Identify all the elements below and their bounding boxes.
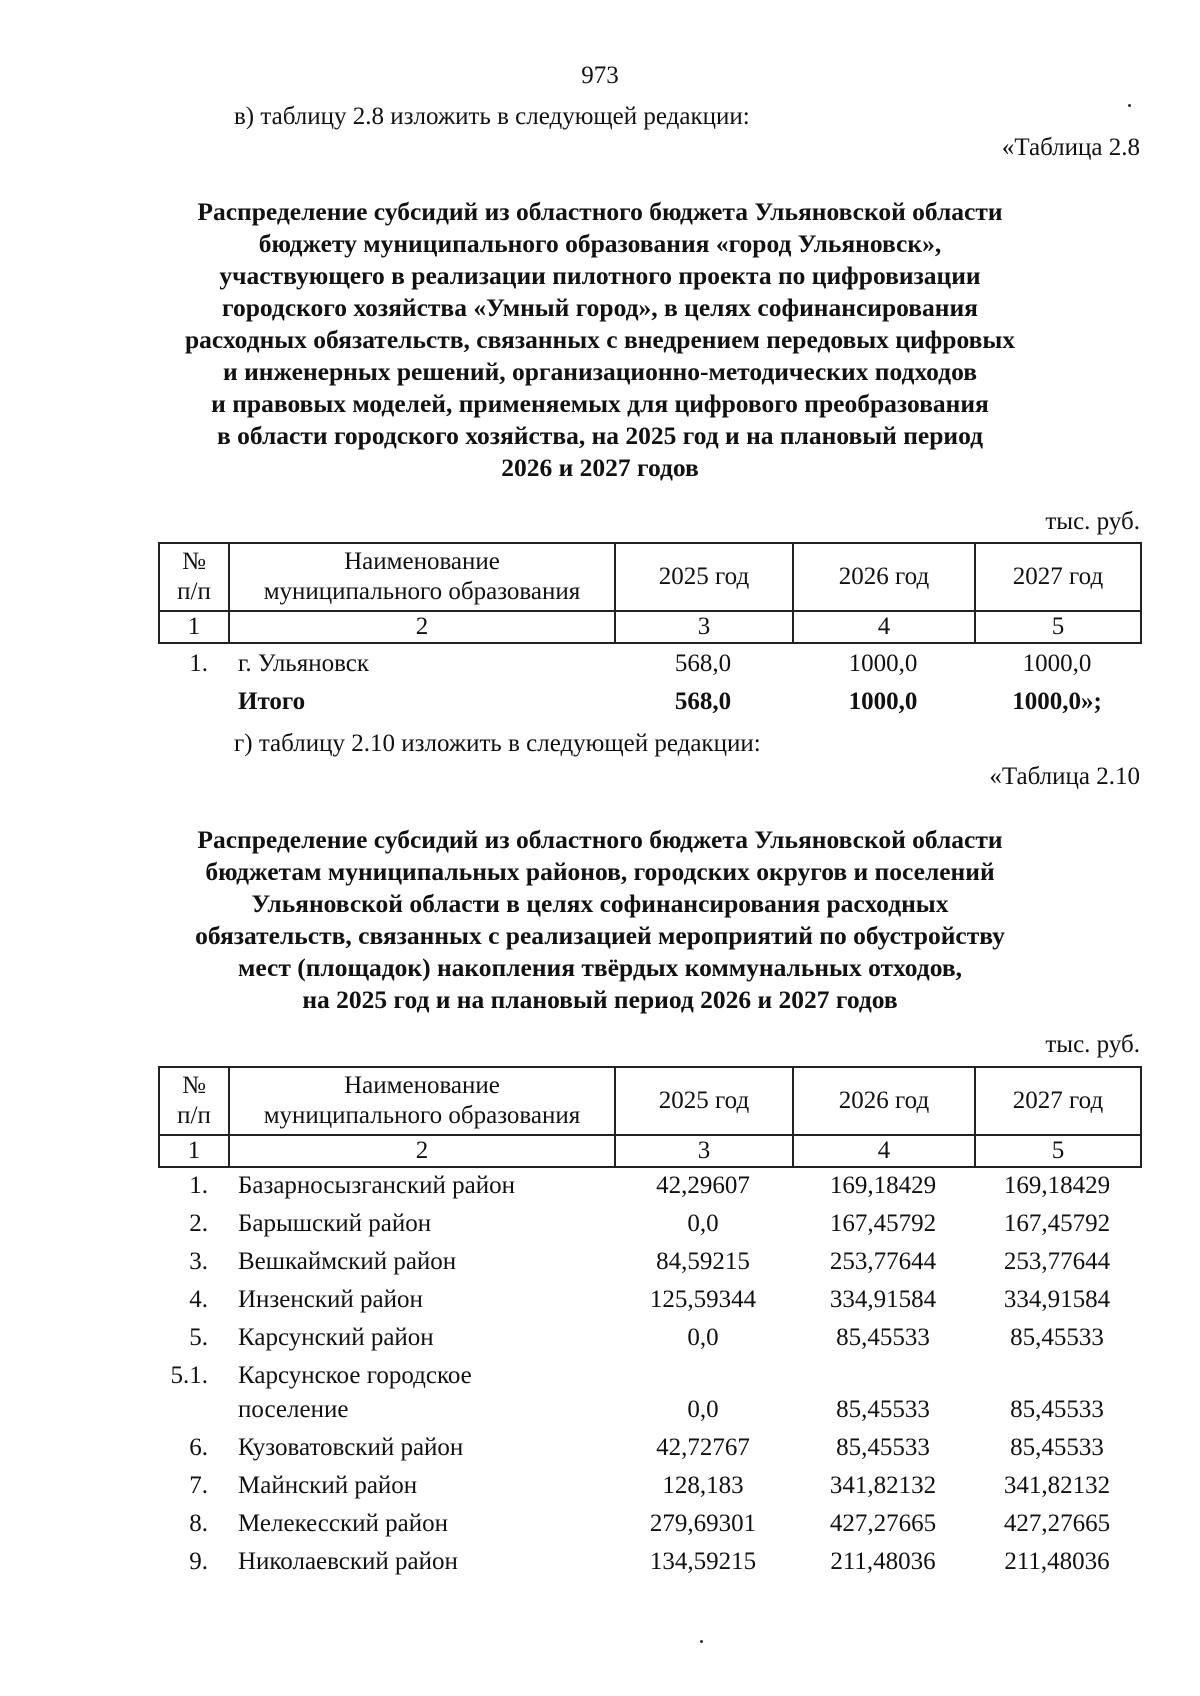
index-cell: 4 — [793, 611, 975, 643]
index-cell: 2 — [229, 611, 615, 643]
table-2-8-label: «Таблица 2.8 — [1001, 134, 1140, 161]
caption-line: Распределение субсидий из областного бюджета Ульяновской области — [197, 197, 1003, 226]
scan-speck — [700, 1640, 703, 1643]
index-cell: 5 — [975, 1135, 1141, 1167]
index-cell: 4 — [793, 1135, 975, 1167]
header-2027-cell: 2027 год — [975, 1067, 1141, 1135]
header-num-cell: № п/п — [159, 543, 229, 611]
table-2-8-units: тыс. руб. — [1045, 508, 1140, 535]
index-cell: 1 — [159, 1135, 229, 1167]
table-2-10-label: «Таблица 2.10 — [989, 763, 1140, 790]
table-row: 6. Кузоватовский район 42,72767 85,45533 85,45533 — [189, 1434, 1104, 1461]
caption-line: бюджетам муниципальных районов, городских округов и поселений — [205, 857, 995, 886]
caption-line: городского хозяйства «Умный город», в целях софинансирования — [222, 293, 978, 322]
table-row: 3. Вешкаймский район 84,59215 253,77644 253,77644 — [189, 1248, 1111, 1275]
table-row: 4. Инзенский район 125,59344 334,91584 334,91584 — [189, 1286, 1111, 1313]
header-name-cell: Наименование муниципального образования — [229, 1067, 615, 1135]
caption-line: Ульяновской области в целях софинансирования расходных — [251, 889, 949, 918]
header-2025-cell: 2025 год — [615, 543, 793, 611]
table-row: 7. Майнский район 128,183 341,82132 341,82132 — [189, 1472, 1111, 1499]
caption-line: бюджету муниципального образования «город Ульяновск», — [258, 229, 942, 258]
section-v-intro: в) таблицу 2.8 изложить в следующей редакции: — [234, 103, 750, 130]
table-row: 1. Базарносызганский район 42,29607 169,18429 169,18429 — [189, 1172, 1111, 1199]
header-num-cell: № п/п — [159, 1067, 229, 1135]
table-row: 2. Барышский район 0,0 167,45792 167,45792 — [189, 1210, 1111, 1237]
index-cell: 5 — [975, 611, 1141, 643]
index-cell: 3 — [615, 1135, 793, 1167]
table-2-10-caption — [120, 824, 1080, 1016]
total-row: Итого 568,0 1000,0 1000,0»; — [238, 688, 1102, 715]
table-2-8-caption — [120, 196, 1080, 484]
caption-line: на 2025 год и на плановый период 2026 и 2027 годов — [302, 985, 898, 1014]
caption-line: 2026 и 2027 годов — [501, 453, 699, 482]
caption-line: обязательств, связанных с реализацией мероприятий по обустройству — [195, 921, 1005, 950]
header-2026-cell: 2026 год — [793, 543, 975, 611]
header-2027-cell: 2027 год — [975, 543, 1141, 611]
table-row: 5.1. Карсунское городское поселение 0,0 85,45533 85,45533 — [170, 1362, 1104, 1423]
table-2-8-header — [158, 542, 1142, 644]
table-2-10-units: тыс. руб. — [1045, 1031, 1140, 1058]
scan-speck — [1128, 104, 1131, 107]
table-row: 1. г. Ульяновск 568,0 1000,0 1000,0 — [189, 650, 1092, 677]
section-g-intro: г) таблицу 2.10 изложить в следующей редакции: — [234, 730, 761, 757]
caption-line: и правовых моделей, применяемых для цифрового преобразования — [211, 389, 989, 418]
index-cell: 1 — [159, 611, 229, 643]
table-2-10-header — [158, 1066, 1142, 1168]
caption-line: Распределение субсидий из областного бюджета Ульяновской области — [197, 825, 1003, 854]
caption-line: и инженерных решений, организационно-методических подходов — [223, 357, 977, 386]
caption-line: мест (площадок) накопления твёрдых коммунальных отходов, — [238, 953, 962, 982]
table-row: 9. Николаевский район 134,59215 211,48036 211,48036 — [189, 1548, 1110, 1575]
table-row: 8. Мелекесский район 279,69301 427,27665 427,27665 — [189, 1510, 1111, 1537]
index-cell: 2 — [229, 1135, 615, 1167]
header-name-cell: Наименование муниципального образования — [229, 543, 615, 611]
header-2025-cell: 2025 год — [615, 1067, 793, 1135]
caption-line: в области городского хозяйства, на 2025 год и на плановый период — [216, 421, 984, 450]
caption-line: участвующего в реализации пилотного проекта по цифровизации — [219, 261, 981, 290]
caption-line: расходных обязательств, связанных с внедрением передовых цифровых — [184, 325, 1016, 354]
table-row: 5. Карсунский район 0,0 85,45533 85,45533 — [189, 1324, 1104, 1351]
header-2026-cell: 2026 год — [793, 1067, 975, 1135]
index-cell: 3 — [615, 611, 793, 643]
page-number: 973 — [581, 62, 619, 89]
